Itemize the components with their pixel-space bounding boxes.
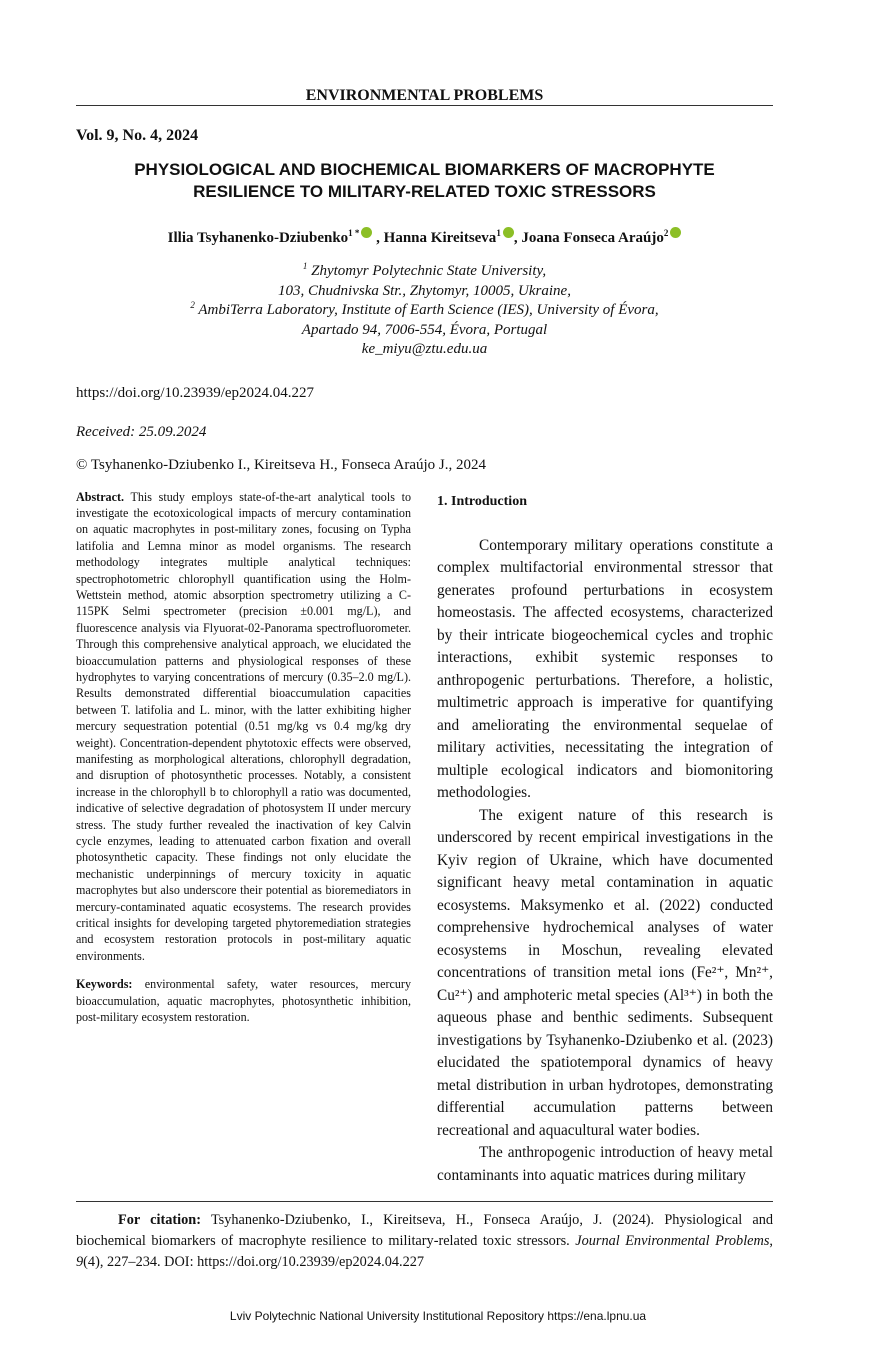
copyright: © Tsyhanenko-Dziubenko I., Kireitseva H., Fonseca Araújo J., 2024 (76, 456, 486, 473)
doi-link[interactable]: https://doi.org/10.23939/ep2024.04.227 (76, 384, 315, 401)
author-name: , Hanna Kireitseva (376, 230, 497, 246)
introduction-column (437, 489, 773, 1188)
journal-name: ENVIRONMENTAL PROBLEMS (305, 87, 544, 104)
citation-rule (76, 1201, 773, 1202)
header-rule (76, 105, 773, 106)
citation: For citation: Tsyhanenko-Dziubenko, I., Kireitseva, H., Fonseca Araújo, J. (2024). Physiological and biochemical biomarkers of macrophyte resilience to military-related toxic stressors. Journal Environmental Problems, 9(4), 227–234. DOI: https://doi.org/10.23939/ep2024.04.227 (76, 1212, 774, 1270)
abstract-column (76, 489, 411, 1038)
abstract (76, 489, 411, 965)
affil-line: AmbiTerra Laboratory, Institute of Earth Science (IES), University of Évora, (198, 302, 659, 318)
received-date: Received: 25.09.2024 (76, 423, 207, 440)
volume-info: Vol. 9, No. 4, 2024 (76, 127, 199, 144)
paragraph: Contemporary military operations constitute a complex multifactorial environmental stressor that generates profound perturbations in ecosystem homeostasis. The affected ecosystems, characterized by their intricate biogeochemical cycles and trophic interactions, exhibit systemic responses to anthropogenic perturbations. Therefore, a holistic, multimetric approach is imperative for quantifying and ameliorating the environmental sequelae of military activities, necessitating the integration of multiple ecological indicators and biomonitoring methodologies. (437, 536, 773, 801)
orcid-icon[interactable] (361, 227, 372, 238)
affil-sup: 2 (190, 300, 195, 310)
two-column-body (76, 489, 773, 1188)
paragraph: The anthropogenic introduction of heavy metal contaminants into aquatic matrices during military (437, 1144, 773, 1184)
affiliations (76, 262, 773, 360)
author-sup: 1 (496, 228, 501, 238)
keywords-label: Keywords: (76, 977, 133, 992)
repository-footer: Lviv Polytechnic National University Institutional Repository https://ena.lpnu.ua (229, 1309, 647, 1323)
author-sup: 1 * (348, 228, 360, 238)
affil-line: Apartado 94, 7006-554, Évora, Portugal (301, 321, 548, 338)
orcid-icon[interactable] (670, 227, 681, 238)
citation-volume: 9 (76, 1254, 84, 1270)
citation-text: Tsyhanenko-Dziubenko, I., Kireitseva, H., Fonseca Araújo, J. (2024). Physiological and biochemical biomarkers of macrophyte resilience to military-related toxic stressors. (76, 1212, 774, 1249)
author-name: , Joana Fonseca Araújo (513, 230, 664, 246)
affil-line: 103, Chudnivska Str., Zhytomyr, 10005, Ukraine, (278, 282, 571, 299)
section-heading: 1. Introduction (437, 493, 527, 509)
affil-line: Zhytomyr Polytechnic State University, (311, 263, 547, 279)
keywords-text: environmental safety, water resources, mercury bioaccumulation, aquatic macrophytes, photosynthetic inhibition, post-military ecosystem restoration. (76, 977, 411, 1025)
author-sup: 2 (663, 228, 669, 238)
email-link[interactable]: ke_miyu@ztu.edu.ua (361, 341, 488, 357)
abstract-label: Abstract. (76, 489, 125, 504)
affil-sup: 1 (302, 261, 308, 271)
citation-label: For citation: (118, 1212, 201, 1228)
author-name: Illia Tsyhanenko-Dziubenko (167, 230, 349, 246)
paper-title: PHYSIOLOGICAL AND BIOCHEMICAL BIOMARKERS OF MACROPHYTE RESILIENCE TO MILITARY-RELATED TOXIC STRESSORS (134, 160, 715, 201)
citation-journal: Journal Environmental Problems (575, 1233, 770, 1249)
citation-rest: (4), 227–234. DOI: https://doi.org/10.23939/ep2024.04.227 (83, 1254, 425, 1270)
keywords (76, 976, 411, 1025)
orcid-icon[interactable] (503, 227, 514, 238)
abstract-text: This study employs state-of-the-art analytical tools to investigate the ecotoxicological impacts of mercury contamination on aquatic macrophytes in post-military zones, focusing on Typha latifolia and Lemna minor as model organisms. The research methodology integrates multiple analytical techniques: spectrophotometric chlorophyll quantification using the Holm-Wettstein method, atomic absorption spectrometry utilizing a C-115PK Selmi spectrometer (precision ±0.001 mg/L), and fluorescence analysis via Flyuorat-02-Panorama spectrofluorometer. Through this comprehensive analytical approach, we elucidated the bioaccumulation patterns and physiological responses of these hydrophytes to varying concentrations of mercury (0.35–2.0 mg/L). Results demonstrated differential bioaccumulation capacities between T. latifolia and L. minor, with the latter exhibiting higher mercury sequestration potential (0.51 mg/kg vs 0.4 mg/kg dry weight). Concentration-dependent phytotoxic effects were observed, manifesting as morphological alterations, chlorophyll degradation, and disruption of photosynthetic processes. Notably, a consistent increase in the chlorophyll b to chlorophyll a ratio was documented, indicative of selective degradation of photosystem II under mercury stress. The study further revealed the inactivation of key Calvin cycle enzymes, leading to attenuated carbon fixation and overall photosynthetic capacity. These findings not only elucidate the mechanistic underpinnings of mercury toxicity in aquatic macrophytes but also underscore their potential as bioremediators in mercury-contaminated aquatic ecosystems. The research provides critical insights for developing targeted phytoremediation strategies and ecosystem restoration protocols in post-military aquatic environments. (76, 489, 411, 963)
paragraph: The exigent nature of this research is underscored by recent empirical investigations in the Kyiv region of Ukraine, which have documented significant heavy metal contamination in aquatic ecosystems. Maksymenko et al. (2022) conducted comprehensive hydrochemical analyses of water ecosystems in Moschun, revealing elevated concentrations of transition metal ions (Fe²⁺, Mn²⁺, Cu²⁺) and amphoteric metal species (Al³⁺) in both the aqueous phase and benthic sediments. Subsequent investigations by Tsyhanenko-Dziubenko et al. (2023) elucidated the spatiotemporal dynamics of heavy metal distribution in urban hydrotopes, demonstrating differential accumulation patterns between recreational and aquacultural water bodies. (437, 806, 773, 1139)
author-list (76, 227, 773, 248)
